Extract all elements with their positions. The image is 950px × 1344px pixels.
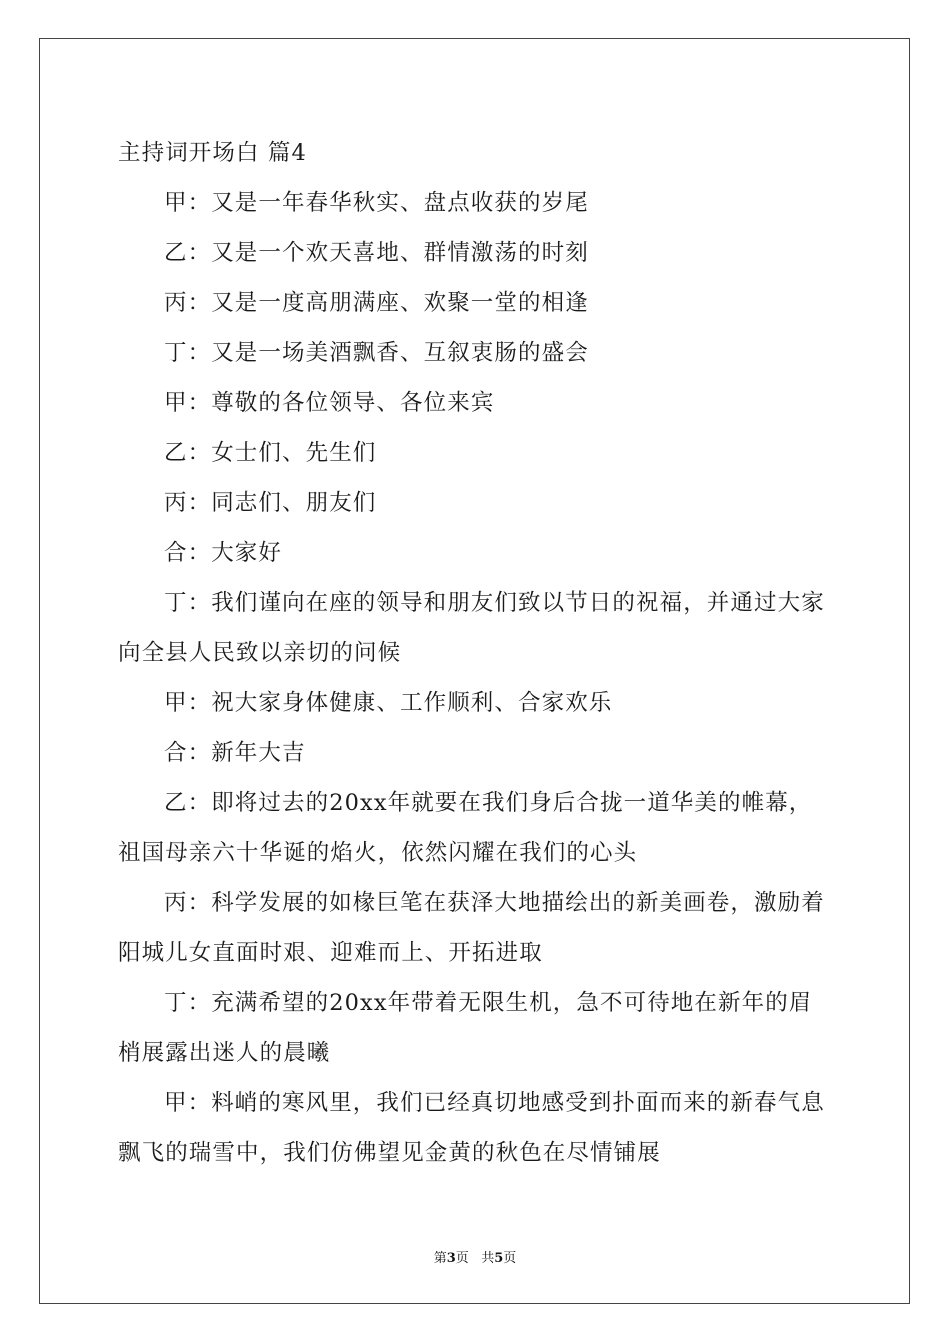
paragraph-line: 向全县人民致以亲切的问候 [118, 640, 402, 666]
paragraph-line: 乙：又是一个欢天喜地、群情激荡的时刻 [164, 240, 589, 266]
paragraph-line: 祖国母亲六十华诞的焰火，依然闪耀在我们的心头 [118, 840, 638, 866]
document-body [118, 128, 838, 1178]
footer-total-suffix: 页 [503, 1251, 517, 1266]
paragraph-line: 飘飞的瑞雪中，我们仿佛望见金黄的秋色在尽情铺展 [118, 1140, 661, 1166]
page-footer [0, 1247, 950, 1266]
paragraph-line: 丁：充满希望的20xx年带着无限生机，急不可待地在新年的眉 [164, 990, 813, 1016]
paragraph-line: 乙：即将过去的20xx年就要在我们身后合拢一道华美的帷幕， [164, 790, 813, 816]
paragraph-line: 甲：又是一年春华秋实、盘点收获的岁尾 [164, 190, 589, 216]
paragraph-line: 丙：又是一度高朋满座、欢聚一堂的相逢 [164, 290, 589, 316]
footer-current-page: 3 [446, 1251, 456, 1266]
paragraph-line: 甲：料峭的寒风里，我们已经真切地感受到扑面而来的新春气息 [164, 1090, 825, 1116]
footer-total-pages: 5 [494, 1251, 504, 1266]
footer-prefix: 第 [433, 1251, 447, 1266]
paragraph-line: 丙：同志们、朋友们 [164, 490, 377, 516]
footer-page-suffix: 页 [455, 1251, 469, 1266]
footer-total-prefix: 共 [481, 1251, 495, 1266]
paragraph-line: 合：新年大吉 [164, 740, 306, 766]
paragraph-list [118, 178, 838, 1178]
paragraph-line: 丁：又是一场美酒飘香、互叙衷肠的盛会 [164, 340, 589, 366]
paragraph-line: 梢展露出迷人的晨曦 [118, 1040, 331, 1066]
paragraph-line: 甲：尊敬的各位领导、各位来宾 [164, 390, 495, 416]
paragraph-line: 乙：女士们、先生们 [164, 440, 377, 466]
paragraph-line: 丙：科学发展的如椽巨笔在获泽大地描绘出的新美画卷，激励着 [164, 890, 825, 916]
paragraph-line: 阳城儿女直面时艰、迎难而上、开拓进取 [118, 940, 543, 966]
document-heading: 主持词开场白 篇4 [118, 140, 307, 166]
paragraph-line: 丁：我们谨向在座的领导和朋友们致以节日的祝福，并通过大家 [164, 590, 825, 616]
paragraph-line: 甲：祝大家身体健康、工作顺利、合家欢乐 [164, 690, 613, 716]
paragraph-line: 合：大家好 [164, 540, 283, 566]
